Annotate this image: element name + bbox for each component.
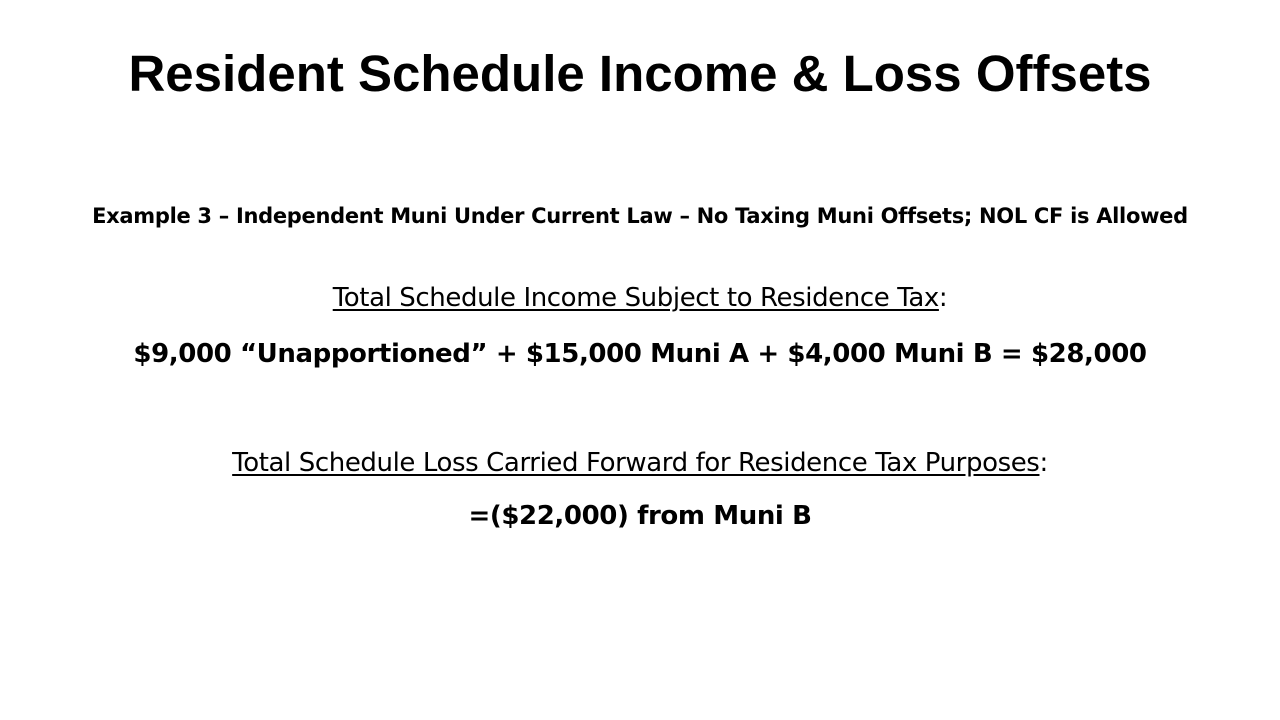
slide-title: Resident Schedule Income & Loss Offsets [128, 45, 1152, 102]
income-heading: Total Schedule Income Subject to Residence Tax [332, 283, 939, 313]
loss-equation: =($22,000) from Muni B [468, 501, 812, 531]
loss-heading-line [0, 445, 1280, 481]
loss-heading-colon: : [1039, 448, 1048, 478]
income-heading-colon: : [938, 283, 948, 313]
income-equation: $9,000 “Unapportioned” + $15,000 Muni A + $4,000 Muni B = $28,000 [133, 339, 1147, 369]
example-subtitle: Example 3 – Independent Muni Under Current Law – No Taxing Muni Offsets; NOL CF is Allowed [92, 204, 1188, 228]
income-heading-line [0, 280, 1280, 316]
loss-heading: Total Schedule Loss Carried Forward for Residence Tax Purposes [232, 448, 1040, 478]
